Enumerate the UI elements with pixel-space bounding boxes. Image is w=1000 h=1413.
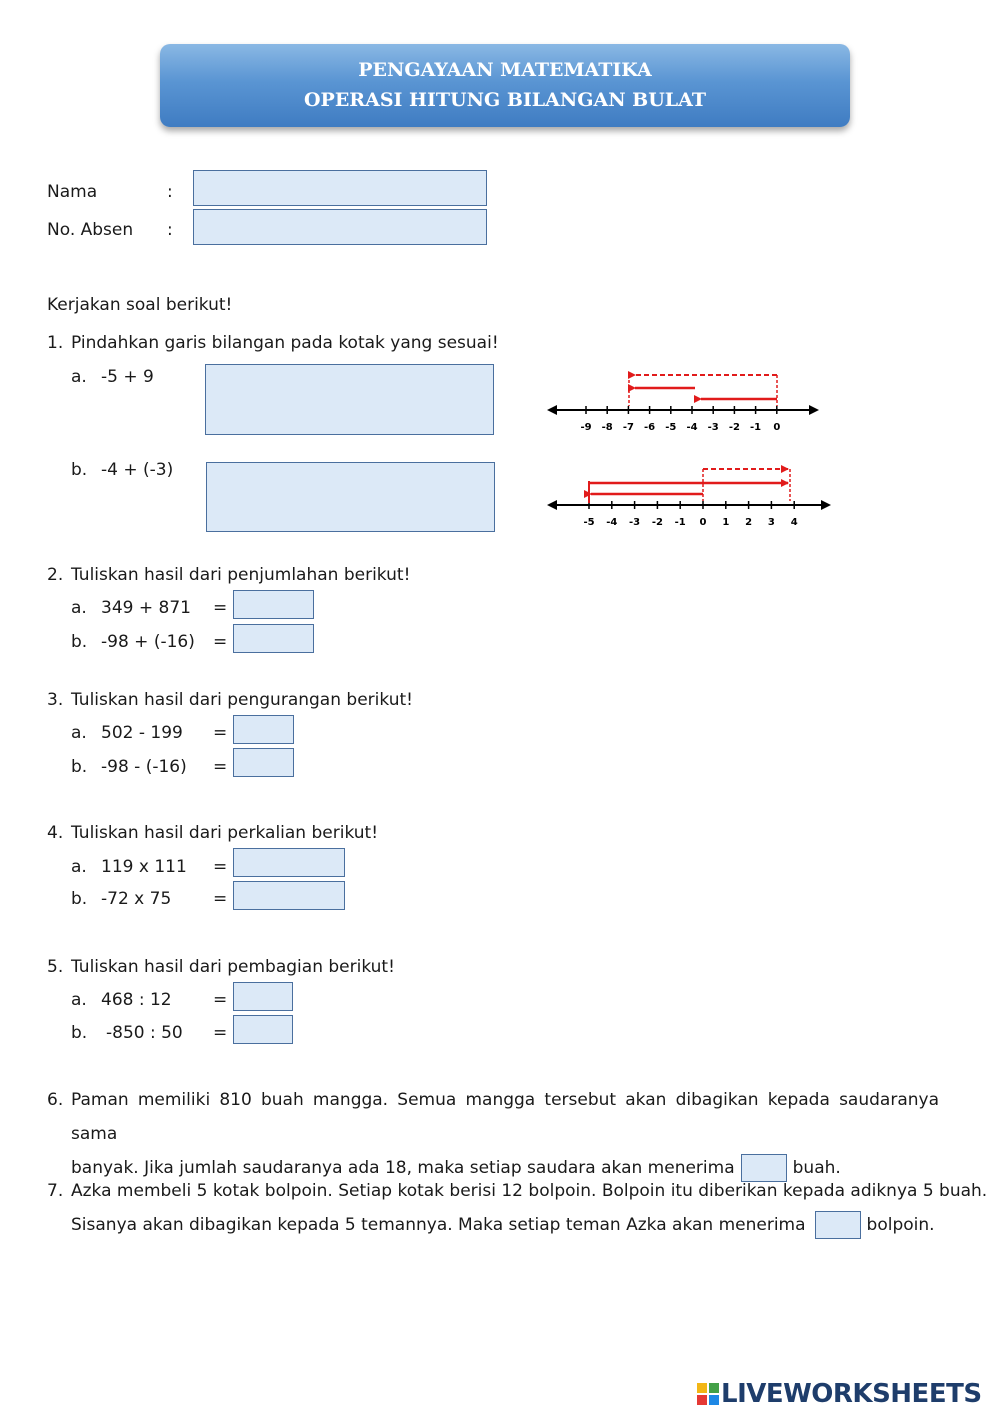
q2a-answer-input[interactable] <box>233 590 314 619</box>
q5a-equals: = <box>213 990 228 1010</box>
tick-label: -5 <box>665 422 677 433</box>
tick-label: -8 <box>601 422 613 433</box>
q7-line1: Azka membeli 5 kotak bolpoin. Setiap kotak berisi 12 bolpoin. Bolpoin itu diberikan kepada adiknya 5 buah. <box>71 1181 988 1201</box>
q1-number: 1. <box>47 333 64 353</box>
tick-label: 1 <box>722 517 730 528</box>
tick-label: -9 <box>580 422 592 433</box>
name-label: Nama <box>47 182 98 202</box>
q1a-expression: -5 + 9 <box>101 367 154 387</box>
q3a-equals: = <box>213 723 228 743</box>
q4a-answer-input[interactable] <box>233 848 345 877</box>
q4b-answer-input[interactable] <box>233 881 345 910</box>
q3a-answer-input[interactable] <box>233 715 294 744</box>
q5b-letter: b. <box>71 1023 88 1043</box>
logo-wordmark: LIVEWORKSHEETS <box>721 1379 982 1409</box>
q2b-letter: b. <box>71 632 88 652</box>
q1a-drop-box[interactable] <box>205 364 494 435</box>
worksheet-title-banner <box>160 44 850 127</box>
q3b-equals: = <box>213 757 228 777</box>
name-colon: : <box>167 182 173 202</box>
q4a-expression: 119 x 111 <box>101 857 187 877</box>
q3b-expression: -98 - (-16) <box>101 757 187 777</box>
tick-label: -2 <box>728 422 740 433</box>
q2b-equals: = <box>213 632 228 652</box>
q7-text <box>71 1174 988 1242</box>
q6-line2-pre: banyak. Jika jumlah saudaranya ada 18, maka setiap saudara akan menerima <box>71 1158 735 1178</box>
absen-colon: : <box>167 220 173 240</box>
tick-label: -3 <box>707 422 719 433</box>
q2b-expression: -98 + (-16) <box>101 632 195 652</box>
q7-answer-input[interactable] <box>815 1211 861 1239</box>
worksheet-title: PENGAYAAN MATEMATIKA <box>358 59 652 81</box>
q6-line2-post: buah. <box>792 1158 841 1178</box>
q7-number: 7. <box>47 1181 64 1201</box>
tick-label: 2 <box>745 517 753 528</box>
q1-text: Pindahkan garis bilangan pada kotak yang sesuai! <box>71 333 499 353</box>
q7-line2-post: bolpoin. <box>866 1215 935 1235</box>
logo-square <box>697 1383 707 1393</box>
q2b-answer-input[interactable] <box>233 624 314 653</box>
q3-number: 3. <box>47 690 64 710</box>
q4-text: Tuliskan hasil dari perkalian berikut! <box>71 823 379 843</box>
q3a-letter: a. <box>71 723 87 743</box>
q3-text: Tuliskan hasil dari pengurangan berikut! <box>71 690 413 710</box>
logo-square <box>697 1395 707 1405</box>
q1a-letter: a. <box>71 367 87 387</box>
q5a-expression: 468 : 12 <box>101 990 172 1010</box>
tick-label: -5 <box>583 517 595 528</box>
axis-left-arrow-icon <box>547 405 557 415</box>
tick-label: -4 <box>606 517 618 528</box>
tick-label: -6 <box>644 422 656 433</box>
logo-mark-icon <box>697 1383 719 1405</box>
tick-label: -3 <box>629 517 641 528</box>
name-input[interactable] <box>193 170 487 206</box>
q5-text: Tuliskan hasil dari pembagian berikut! <box>71 957 395 977</box>
number-line-1[interactable] <box>545 362 825 437</box>
q4-number: 4. <box>47 823 64 843</box>
q1b-letter: b. <box>71 460 88 480</box>
q1b-expression: -4 + (-3) <box>101 460 174 480</box>
tick-label: -1 <box>674 517 686 528</box>
q2a-equals: = <box>213 598 228 618</box>
axis-left-arrow-icon <box>547 500 557 510</box>
q3b-answer-input[interactable] <box>233 748 294 777</box>
q2a-letter: a. <box>71 598 87 618</box>
q6-text <box>71 1083 939 1185</box>
tick-label: -2 <box>651 517 663 528</box>
axis-right-arrow-icon <box>821 500 831 510</box>
axis-right-arrow-icon <box>809 405 819 415</box>
q2-number: 2. <box>47 565 64 585</box>
tick-label: 0 <box>773 422 781 433</box>
tick-label: 4 <box>790 517 798 528</box>
logo-square <box>709 1395 719 1405</box>
q4b-expression: -72 x 75 <box>101 889 172 909</box>
number-line-2[interactable] <box>545 460 835 535</box>
logo-square <box>709 1383 719 1393</box>
q5b-expression: -850 : 50 <box>106 1023 183 1043</box>
q7-line2-pre: Sisanya akan dibagikan kepada 5 temannya. Maka setiap teman Azka akan menerima <box>71 1215 806 1235</box>
tick-label: -1 <box>750 422 762 433</box>
tick-label: -7 <box>622 422 634 433</box>
q4b-equals: = <box>213 889 228 909</box>
q5-number: 5. <box>47 957 64 977</box>
tick-label: -4 <box>686 422 698 433</box>
q4b-letter: b. <box>71 889 88 909</box>
q3b-letter: b. <box>71 757 88 777</box>
q4a-letter: a. <box>71 857 87 877</box>
liveworksheets-logo <box>697 1380 982 1408</box>
q6-line1: Paman memiliki 810 buah mangga. Semua mangga tersebut akan dibagikan kepada saudaranya sama <box>71 1090 939 1144</box>
instruction-text: Kerjakan soal berikut! <box>47 295 233 315</box>
q7-line2 <box>71 1208 939 1242</box>
q5b-answer-input[interactable] <box>233 1015 293 1044</box>
q5a-answer-input[interactable] <box>233 982 293 1011</box>
q2a-expression: 349 + 871 <box>101 598 191 618</box>
worksheet-subtitle: OPERASI HITUNG BILANGAN BULAT <box>303 89 707 111</box>
q3a-expression: 502 - 199 <box>101 723 183 743</box>
absen-input[interactable] <box>193 209 487 245</box>
absen-label: No. Absen <box>47 220 134 240</box>
tick-label: 0 <box>699 517 707 528</box>
q5a-letter: a. <box>71 990 87 1010</box>
tick-label: 3 <box>767 517 775 528</box>
q5b-equals: = <box>213 1023 228 1043</box>
q1b-drop-box[interactable] <box>206 462 495 532</box>
q4a-equals: = <box>213 857 228 877</box>
q6-number: 6. <box>47 1090 64 1110</box>
q2-text: Tuliskan hasil dari penjumlahan berikut! <box>71 565 411 585</box>
